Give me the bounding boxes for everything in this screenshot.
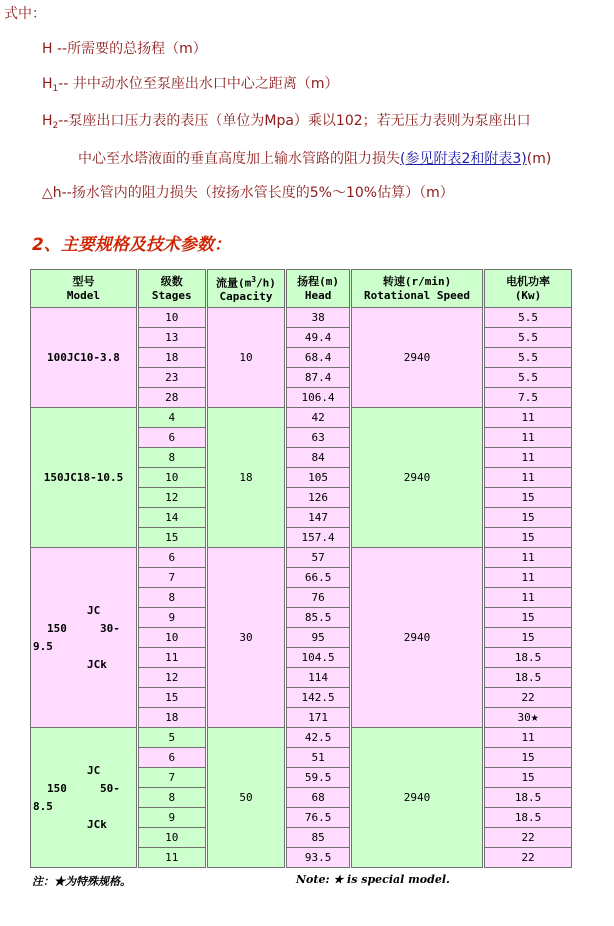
col-gap: [205, 768, 207, 788]
col-gap: [205, 808, 207, 828]
stages-cell: 8: [138, 448, 205, 468]
model-line: 9.5: [33, 639, 53, 653]
table-row: [31, 308, 572, 328]
head-cell: 95: [287, 628, 350, 648]
formula-h-line: H --所需要的总扬程（m）: [42, 41, 207, 57]
header-power: 电机功率 (Kw): [485, 270, 572, 308]
col-gap: [205, 428, 207, 448]
power-value: 15: [521, 531, 535, 544]
power-cell: [485, 848, 572, 868]
h1-text: -- 井中动水位至泵座出水口中心之距离（m）: [58, 76, 339, 92]
capacity-cell: 50: [207, 728, 285, 868]
head-cell: 157.4: [287, 528, 350, 548]
h2-cont-text: 中心至水塔液面的垂直高度加上输水管路的阻力损失: [78, 151, 400, 167]
head-cell: 57: [287, 548, 350, 568]
h2-text: --泵座出口压力表的表压（单位为Mpa）乘以102；若无压力表则为泵座出口: [58, 113, 531, 129]
power-value: 7.5: [518, 391, 538, 404]
power-value: 11: [521, 471, 535, 484]
power-cell: [485, 588, 572, 608]
power-cell: [485, 768, 572, 788]
col-gap: [349, 708, 351, 728]
stages-cell: 13: [138, 328, 205, 348]
power-value: 5.5: [518, 351, 538, 364]
stages-cell: 10: [138, 308, 205, 328]
power-value: 11: [521, 731, 535, 744]
speed-cell: 2940: [351, 548, 482, 728]
col-gap: [349, 508, 351, 528]
head-cell: 105: [287, 468, 350, 488]
appendix-link[interactable]: (参见附表2和附表3): [400, 151, 527, 167]
col-gap: [205, 528, 207, 548]
stages-cell: 15: [138, 688, 205, 708]
col-gap: [205, 788, 207, 808]
table-header-row: [31, 270, 572, 308]
power-cell: [485, 468, 572, 488]
power-cell: [485, 648, 572, 668]
col-gap: [205, 828, 207, 848]
stages-cell: 6: [138, 548, 205, 568]
model-cell: [31, 728, 137, 868]
stages-cell: 11: [138, 848, 205, 868]
stages-cell: 6: [138, 428, 205, 448]
head-cell: 87.4: [287, 368, 350, 388]
power-value: 22: [521, 851, 535, 864]
stages-cell: 7: [138, 568, 205, 588]
capacity-cell: 30: [207, 548, 285, 728]
col-gap: [349, 828, 351, 848]
head-cell: 63: [287, 428, 350, 448]
head-cell: 68: [287, 788, 350, 808]
col-gap: [349, 608, 351, 628]
col-gap: [205, 608, 207, 628]
head-cell: 114: [287, 668, 350, 688]
power-value: 15: [521, 491, 535, 504]
stages-cell: 5: [138, 728, 205, 748]
power-value: 22: [521, 831, 535, 844]
power-value: 15: [521, 751, 535, 764]
power-value: 30: [517, 711, 531, 724]
col-gap: [349, 348, 351, 368]
stages-cell: 23: [138, 368, 205, 388]
col-gap: [205, 748, 207, 768]
stages-cell: 12: [138, 488, 205, 508]
header-head: 扬程(m) Head: [287, 270, 350, 308]
head-cell: 106.4: [287, 388, 350, 408]
head-cell: 126: [287, 488, 350, 508]
col-gap: [349, 468, 351, 488]
stages-cell: 14: [138, 508, 205, 528]
model-line: JCk: [87, 817, 107, 831]
col-gap: [205, 448, 207, 468]
col-gap: [349, 428, 351, 448]
head-cell: 42: [287, 408, 350, 428]
head-cell: 59.5: [287, 768, 350, 788]
col-gap: [349, 528, 351, 548]
power-cell: [485, 548, 572, 568]
head-cell: 93.5: [287, 848, 350, 868]
col-gap: [349, 628, 351, 648]
col-gap: [349, 568, 351, 588]
col-gap: [205, 668, 207, 688]
stages-cell: 15: [138, 528, 205, 548]
col-gap: [349, 368, 351, 388]
head-cell: 49.4: [287, 328, 350, 348]
col-gap: [205, 388, 207, 408]
stages-cell: 9: [138, 808, 205, 828]
power-value: 11: [521, 431, 535, 444]
stages-cell: 10: [138, 628, 205, 648]
h2-symbol: H: [42, 113, 53, 129]
stages-cell: 18: [138, 348, 205, 368]
model-line: 8.5: [33, 799, 53, 813]
power-value: 11: [521, 451, 535, 464]
power-cell: [485, 608, 572, 628]
col-gap: [349, 588, 351, 608]
head-cell: 85.5: [287, 608, 350, 628]
col-gap: [349, 788, 351, 808]
stages-cell: 4: [138, 408, 205, 428]
col-gap: [349, 768, 351, 788]
head-cell: 76: [287, 588, 350, 608]
formula-intro: 式中：: [4, 6, 46, 22]
power-cell: [485, 628, 572, 648]
model-name: 150JC18-10.5: [43, 471, 124, 484]
formula-h2-line: [42, 112, 531, 135]
power-cell: [485, 808, 572, 828]
stages-cell: 7: [138, 768, 205, 788]
head-cell: 76.5: [287, 808, 350, 828]
special-model-star-icon: ★: [530, 710, 539, 725]
power-cell: [485, 348, 572, 368]
power-cell: [485, 408, 572, 428]
model-name: 100JC10-3.8: [47, 351, 120, 364]
power-cell: [485, 708, 572, 728]
power-value: 15: [521, 631, 535, 644]
col-gap: [349, 648, 351, 668]
header-model: 型号 Model: [31, 270, 137, 308]
power-cell: [485, 668, 572, 688]
head-cell: 68.4: [287, 348, 350, 368]
head-cell: 147: [287, 508, 350, 528]
model-cell: [31, 308, 137, 408]
power-cell: [485, 368, 572, 388]
power-value: 5.5: [518, 371, 538, 384]
power-cell: [485, 388, 572, 408]
power-value: 15: [521, 611, 535, 624]
power-cell: [485, 528, 572, 548]
section-title: 2、主要规格及技术参数：: [32, 235, 231, 255]
head-cell: 104.5: [287, 648, 350, 668]
power-cell: [485, 688, 572, 708]
h2-subscript: 2: [52, 121, 59, 131]
col-gap: [205, 368, 207, 388]
table-row: [31, 548, 572, 568]
speed-cell: 2940: [351, 728, 482, 868]
power-cell: [485, 728, 572, 748]
power-cell: [485, 428, 572, 448]
col-gap: [205, 648, 207, 668]
col-gap: [349, 448, 351, 468]
model-line: JC: [87, 763, 101, 777]
table-row: [31, 408, 572, 428]
formula-h2-continuation: [78, 150, 551, 168]
stages-cell: 6: [138, 748, 205, 768]
capacity-cell: 18: [207, 408, 285, 548]
head-cell: 171: [287, 708, 350, 728]
table-row: [31, 728, 572, 748]
power-cell: [485, 828, 572, 848]
head-cell: 84: [287, 448, 350, 468]
h1-symbol: H: [42, 76, 53, 92]
power-value: 22: [521, 691, 535, 704]
col-gap: [205, 628, 207, 648]
col-gap: [349, 748, 351, 768]
capacity-cell: 10: [207, 308, 285, 408]
head-cell: 42.5: [287, 728, 350, 748]
power-cell: [485, 788, 572, 808]
col-gap: [205, 508, 207, 528]
power-value: 18.5: [514, 651, 542, 664]
col-gap: [349, 688, 351, 708]
power-cell: [485, 328, 572, 348]
power-cell: [485, 748, 572, 768]
spec-table: [30, 269, 572, 868]
stages-cell: 10: [138, 468, 205, 488]
col-gap: [205, 488, 207, 508]
power-value: 11: [521, 551, 535, 564]
power-value: 11: [521, 411, 535, 424]
header-stages: 级数 Stages: [138, 270, 205, 308]
power-cell: [485, 308, 572, 328]
stages-cell: 8: [138, 788, 205, 808]
h1-subscript: 1: [52, 84, 59, 94]
power-value: 11: [521, 591, 535, 604]
power-value: 18.5: [514, 811, 542, 824]
formula-dh-line: △h--扬水管内的阻力损失（按扬水管长度的5%～10%估算）（m）: [42, 185, 454, 201]
model-cell: [31, 548, 137, 728]
col-gap: [205, 348, 207, 368]
col-gap: [205, 708, 207, 728]
power-value: 5.5: [518, 331, 538, 344]
model-line: 150 30-: [47, 621, 120, 635]
head-cell: 38: [287, 308, 350, 328]
stages-cell: 10: [138, 828, 205, 848]
speed-cell: 2940: [351, 408, 482, 548]
note-cn: 注：★为特殊规格。: [32, 875, 131, 888]
col-gap: [205, 688, 207, 708]
stages-cell: 28: [138, 388, 205, 408]
power-value: 5.5: [518, 311, 538, 324]
head-cell: 66.5: [287, 568, 350, 588]
note-en: Note: ★ is special model.: [296, 873, 450, 886]
model-line: 150 50-: [47, 781, 120, 795]
head-cell: 85: [287, 828, 350, 848]
col-gap: [349, 848, 351, 868]
stages-cell: 9: [138, 608, 205, 628]
speed-cell: 2940: [351, 308, 482, 408]
power-value: 15: [521, 511, 535, 524]
model-line: JCk: [87, 657, 107, 671]
power-cell: [485, 488, 572, 508]
power-cell: [485, 448, 572, 468]
header-speed: 转速(r/min) Rotational Speed: [351, 270, 482, 308]
head-cell: 142.5: [287, 688, 350, 708]
power-value: 18.5: [514, 791, 542, 804]
col-gap: [349, 388, 351, 408]
col-gap: [205, 468, 207, 488]
stages-cell: 18: [138, 708, 205, 728]
col-gap: [205, 848, 207, 868]
stages-cell: 12: [138, 668, 205, 688]
stages-cell: 8: [138, 588, 205, 608]
formula-h1-line: [42, 75, 338, 98]
power-value: 11: [521, 571, 535, 584]
col-gap: [205, 328, 207, 348]
power-value: 15: [521, 771, 535, 784]
power-value: 18.5: [514, 671, 542, 684]
stages-cell: 11: [138, 648, 205, 668]
h2-cont-unit: (m): [526, 151, 552, 167]
power-cell: [485, 508, 572, 528]
power-cell: [485, 568, 572, 588]
col-gap: [349, 488, 351, 508]
model-cell: [31, 408, 137, 548]
head-cell: 51: [287, 748, 350, 768]
model-line: JC: [87, 603, 101, 617]
col-gap: [205, 588, 207, 608]
col-gap: [205, 568, 207, 588]
col-gap: [349, 808, 351, 828]
col-gap: [349, 328, 351, 348]
col-gap: [349, 668, 351, 688]
header-capacity: 流量$(m^3/h)$ Capacity: [207, 270, 285, 308]
